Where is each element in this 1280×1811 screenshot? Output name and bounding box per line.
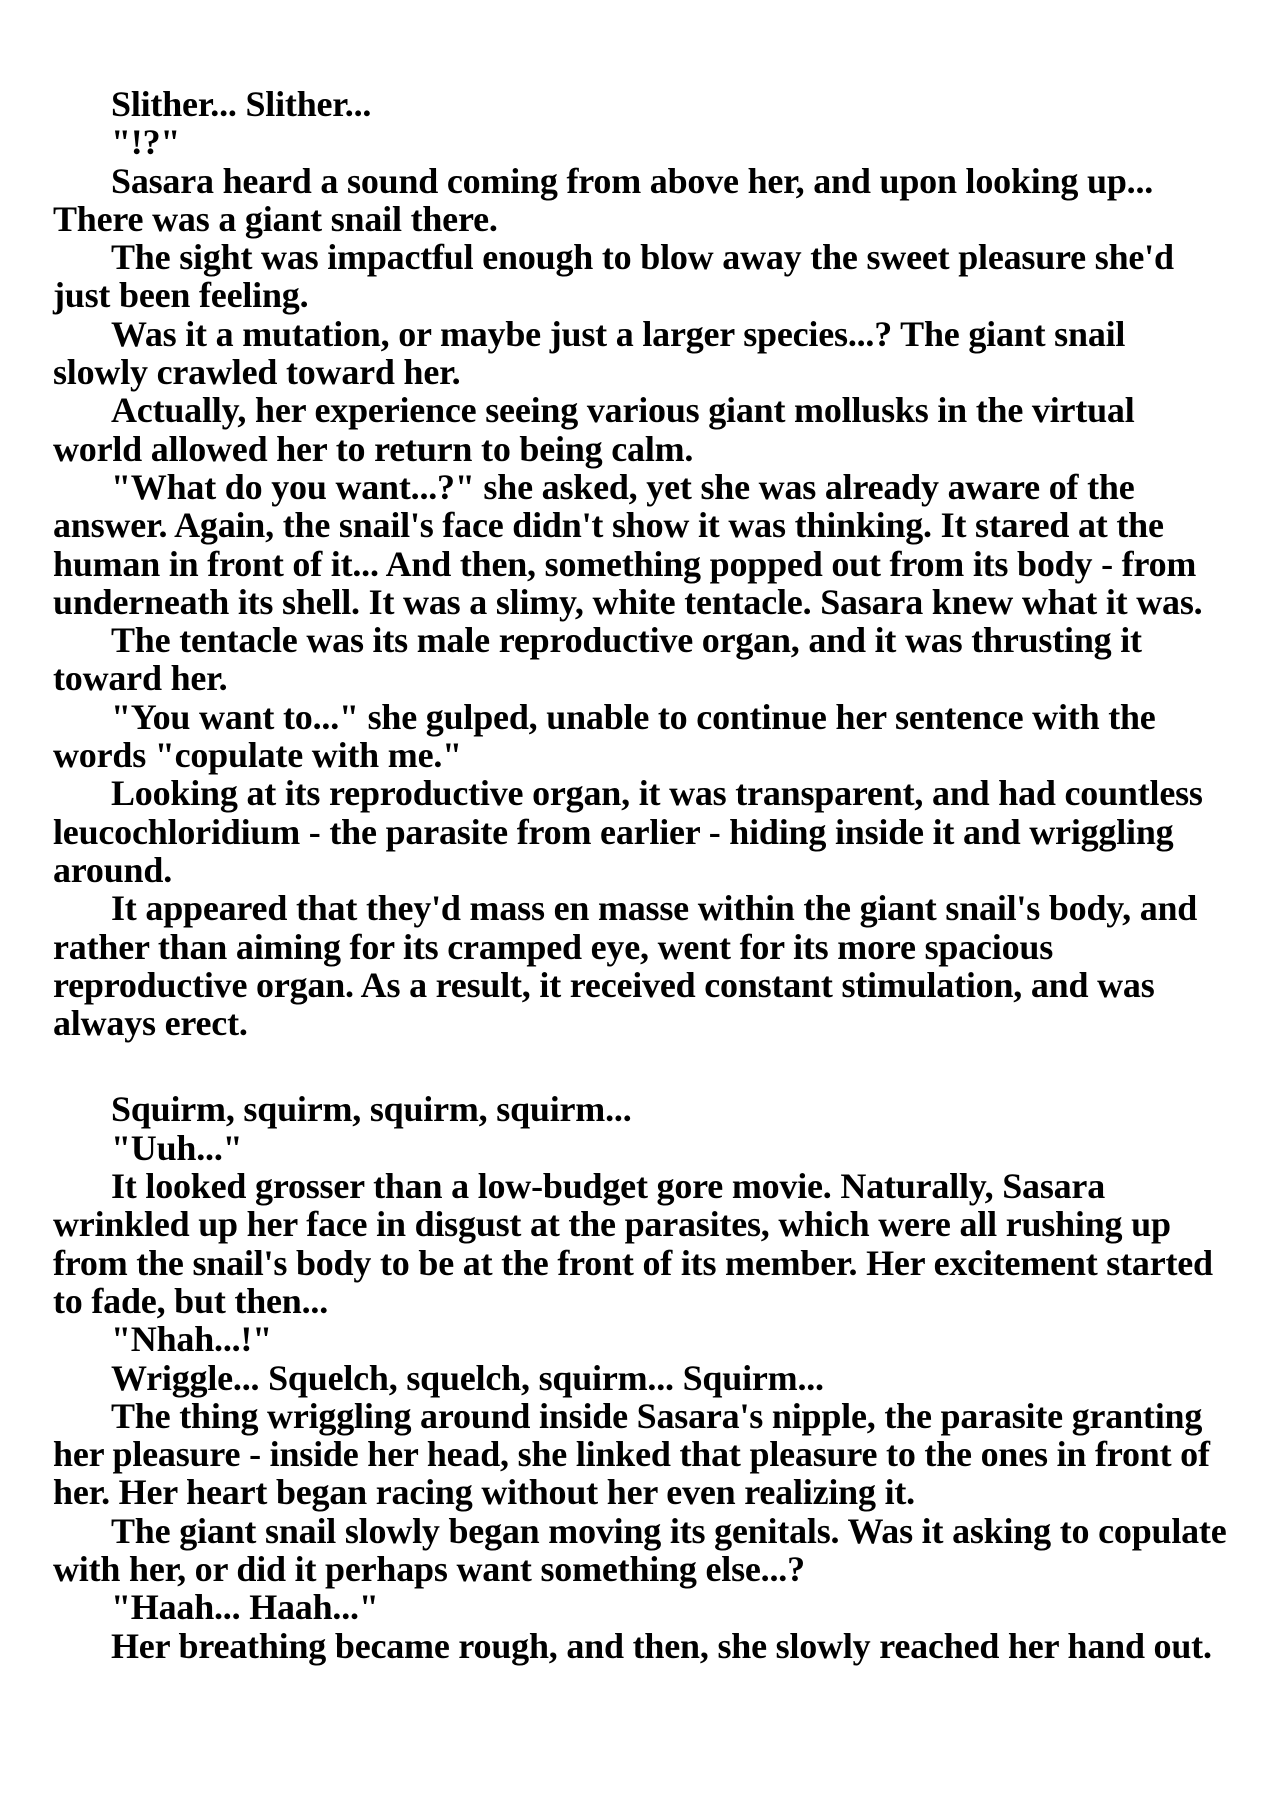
paragraph: Slither... Slither... (111, 84, 372, 124)
paragraph: Actually, her experience seeing various giant mollusks in the virtual world allowed her to return to being calm. (53, 390, 1135, 469)
paragraph: Was it a mutation, or maybe just a larger species...? The giant snail slowly crawled toward her. (53, 313, 1126, 393)
paragraph: The giant snail slowly began moving its genitals. Was it asking to copulate with her, or did it perhaps want something else...? (53, 1510, 1227, 1589)
paragraph: The thing wriggling around inside Sasara's nipple, the parasite granting her pleasure - inside her head, she linked that pleasure to the ones in front of her. Her heart began racing without her even realizing it. (53, 1395, 1210, 1513)
story-text (53, 85, 1228, 1665)
paragraph: Her breathing became rough, and then, she slowly reached her hand out. (111, 1625, 1212, 1666)
paragraph: It appeared that they'd mass en masse within the giant snail's body, and rather than aiming for its cramped eye, went for its more spacious reproductive organ. As a result, it received constant stimulation, and was always erect. (53, 888, 1198, 1044)
paragraph: "You want to..." she gulped, unable to continue her sentence with the words "copulate with me." (53, 696, 1156, 776)
paragraph: Wriggle... Squelch, squelch, squirm... Squirm... (111, 1357, 824, 1398)
paragraph: The sight was impactful enough to blow away the sweet pleasure she'd just been feeling. (53, 237, 1174, 316)
paragraph: "Haah... Haah..." (111, 1587, 379, 1628)
paragraph: "Nhah...!" (111, 1319, 273, 1360)
paragraph: "!?" (111, 122, 181, 163)
paragraph: "Uuh..." (111, 1127, 243, 1168)
paragraph: It looked grosser than a low-budget gore movie. Naturally, Sasara wrinkled up her face in disgust at the parasites, which were all rushing up from the snail's body to be at the front of its member. Her excitement started to fade, but then... (53, 1166, 1213, 1321)
paragraph: "What do you want...?" she asked, yet she was already aware of the answer. Again, the snail's face didn't show it was thinking. It stared at the human in front of it... And then, something popped out from its body - from underneath its shell. It was a slimy, white tentacle. Sasara knew what it was. (53, 466, 1203, 622)
paragraph: Looking at its reproductive organ, it was transparent, and had countless leucochloridium - the parasite from earlier - hiding inside it and wriggling around. (53, 773, 1203, 890)
paragraph: Sasara heard a sound coming from above her, and upon looking up... There was a giant snail there. (53, 160, 1154, 239)
paragraph: Squirm, squirm, squirm, squirm... (111, 1089, 632, 1130)
paragraph: The tentacle was its male reproductive organ, and it was thrusting it toward her. (53, 620, 1142, 699)
